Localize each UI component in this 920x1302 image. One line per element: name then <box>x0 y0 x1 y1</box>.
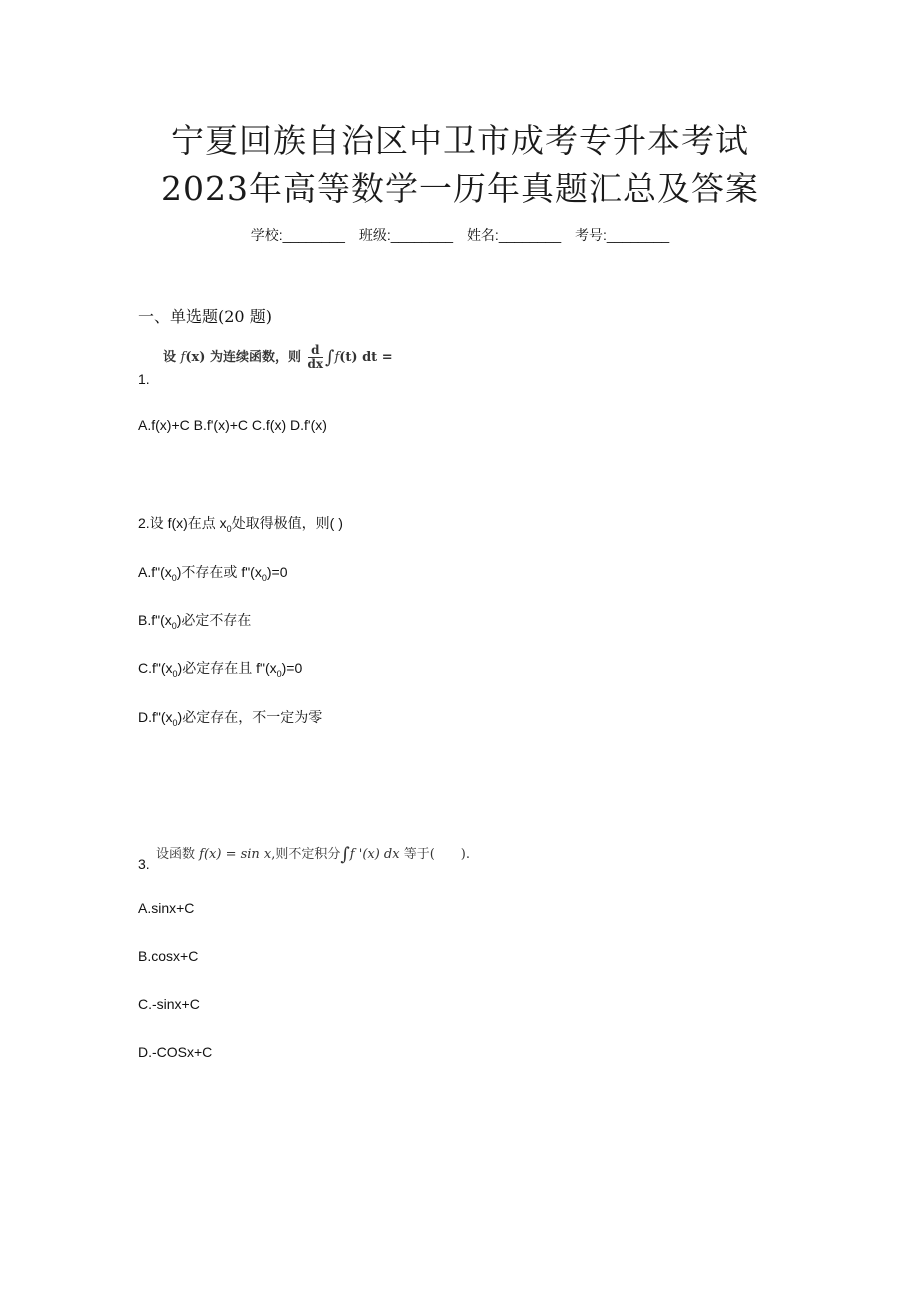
q1-number: 1. <box>138 371 150 387</box>
q2-option-d <box>138 707 322 728</box>
q3-integral-sign: ∫ <box>340 844 350 865</box>
q2-stem-post: 处取得极值，则( ) <box>231 515 343 531</box>
q1-formula-f: f <box>180 350 186 365</box>
q2-a-p1: A.f"(x <box>138 564 172 580</box>
q1-formula-x: (x) <box>185 350 206 365</box>
q2-stem-pre: 2.设 f(x)在点 x <box>138 515 227 531</box>
name-field: 姓名:________ <box>466 227 562 243</box>
q3-formula-image <box>156 843 470 865</box>
q2-a-s2: 0 <box>261 572 267 583</box>
q2-d-p2: )必定存在，不一定为零 <box>177 709 323 725</box>
q2-c-p2: )必定存在且 f"(x <box>177 660 277 676</box>
doc-title-line1: 宁夏回族自治区中卫市成考专升本考试 <box>171 121 749 160</box>
q2-c-p3: )=0 <box>281 660 303 676</box>
q3-formula-text3: 等于( ). <box>403 847 470 862</box>
q3-option-b: B.cosx+C <box>138 948 199 964</box>
q1-formula-mid: 为连续函数，则 <box>209 350 301 365</box>
q2-b-p1: B.f"(x <box>138 612 172 628</box>
q2-c-p1: C.f"(x <box>138 660 173 676</box>
q3-formula-fx: f(x) = sin x <box>199 847 272 862</box>
q1-integral-sign: ∫ <box>325 347 335 368</box>
q2-option-b <box>138 610 251 631</box>
q3-option-c: C.-sinx+C <box>138 996 200 1012</box>
q2-b-s1: 0 <box>171 620 177 631</box>
q3-option-a: A.sinx+C <box>138 900 195 916</box>
q2-b-p2: )必定不存在 <box>176 612 252 628</box>
q1-formula-image <box>163 344 393 371</box>
q3-formula-text1: 设函数 <box>156 847 196 862</box>
student-info-row <box>0 225 920 245</box>
q2-c-s2: 0 <box>276 668 282 679</box>
q3-option-d: D.-COSx+C <box>138 1044 213 1060</box>
q3-formula-text2: ,则不定积分 <box>271 847 341 862</box>
q2-c-s1: 0 <box>172 668 178 679</box>
class-field: 班级:________ <box>358 227 454 243</box>
q2-option-a <box>138 562 287 583</box>
q3-number: 3. <box>138 856 150 872</box>
q2-a-p3: )=0 <box>266 564 288 580</box>
q1-frac-denominator: dx <box>307 357 324 371</box>
doc-title-line2: 2023年高等数学一历年真题汇总及答案 <box>161 169 759 208</box>
section-title: 一、单选题(20 题) <box>138 307 272 326</box>
q3-formula-fpx: f '(x) dx <box>349 847 400 862</box>
q1-formula-t: (t) <box>339 350 358 365</box>
q2-stem-sub: 0 <box>226 523 232 534</box>
school-field: 学校:________ <box>250 227 345 243</box>
q1-formula-prefix: 设 <box>163 350 177 365</box>
q1-derivative-fraction <box>308 344 324 371</box>
q2-option-c <box>138 658 302 679</box>
q2-d-p1: D.f"(x <box>138 709 173 725</box>
q2-a-p2: )不存在或 f"(x <box>176 564 262 580</box>
q2-stem <box>138 513 343 534</box>
exam-number-field: 考号:________ <box>575 227 670 243</box>
q1-formula-ft: f <box>334 350 340 365</box>
q1-frac-numerator: d <box>308 344 324 358</box>
q1-options: A.f(x)+C B.f'(x)+C C.f(x) D.f'(x) <box>138 417 327 433</box>
q1-formula-dt: dt = <box>362 350 393 365</box>
q2-a-s1: 0 <box>171 572 177 583</box>
q2-d-s1: 0 <box>172 717 178 728</box>
